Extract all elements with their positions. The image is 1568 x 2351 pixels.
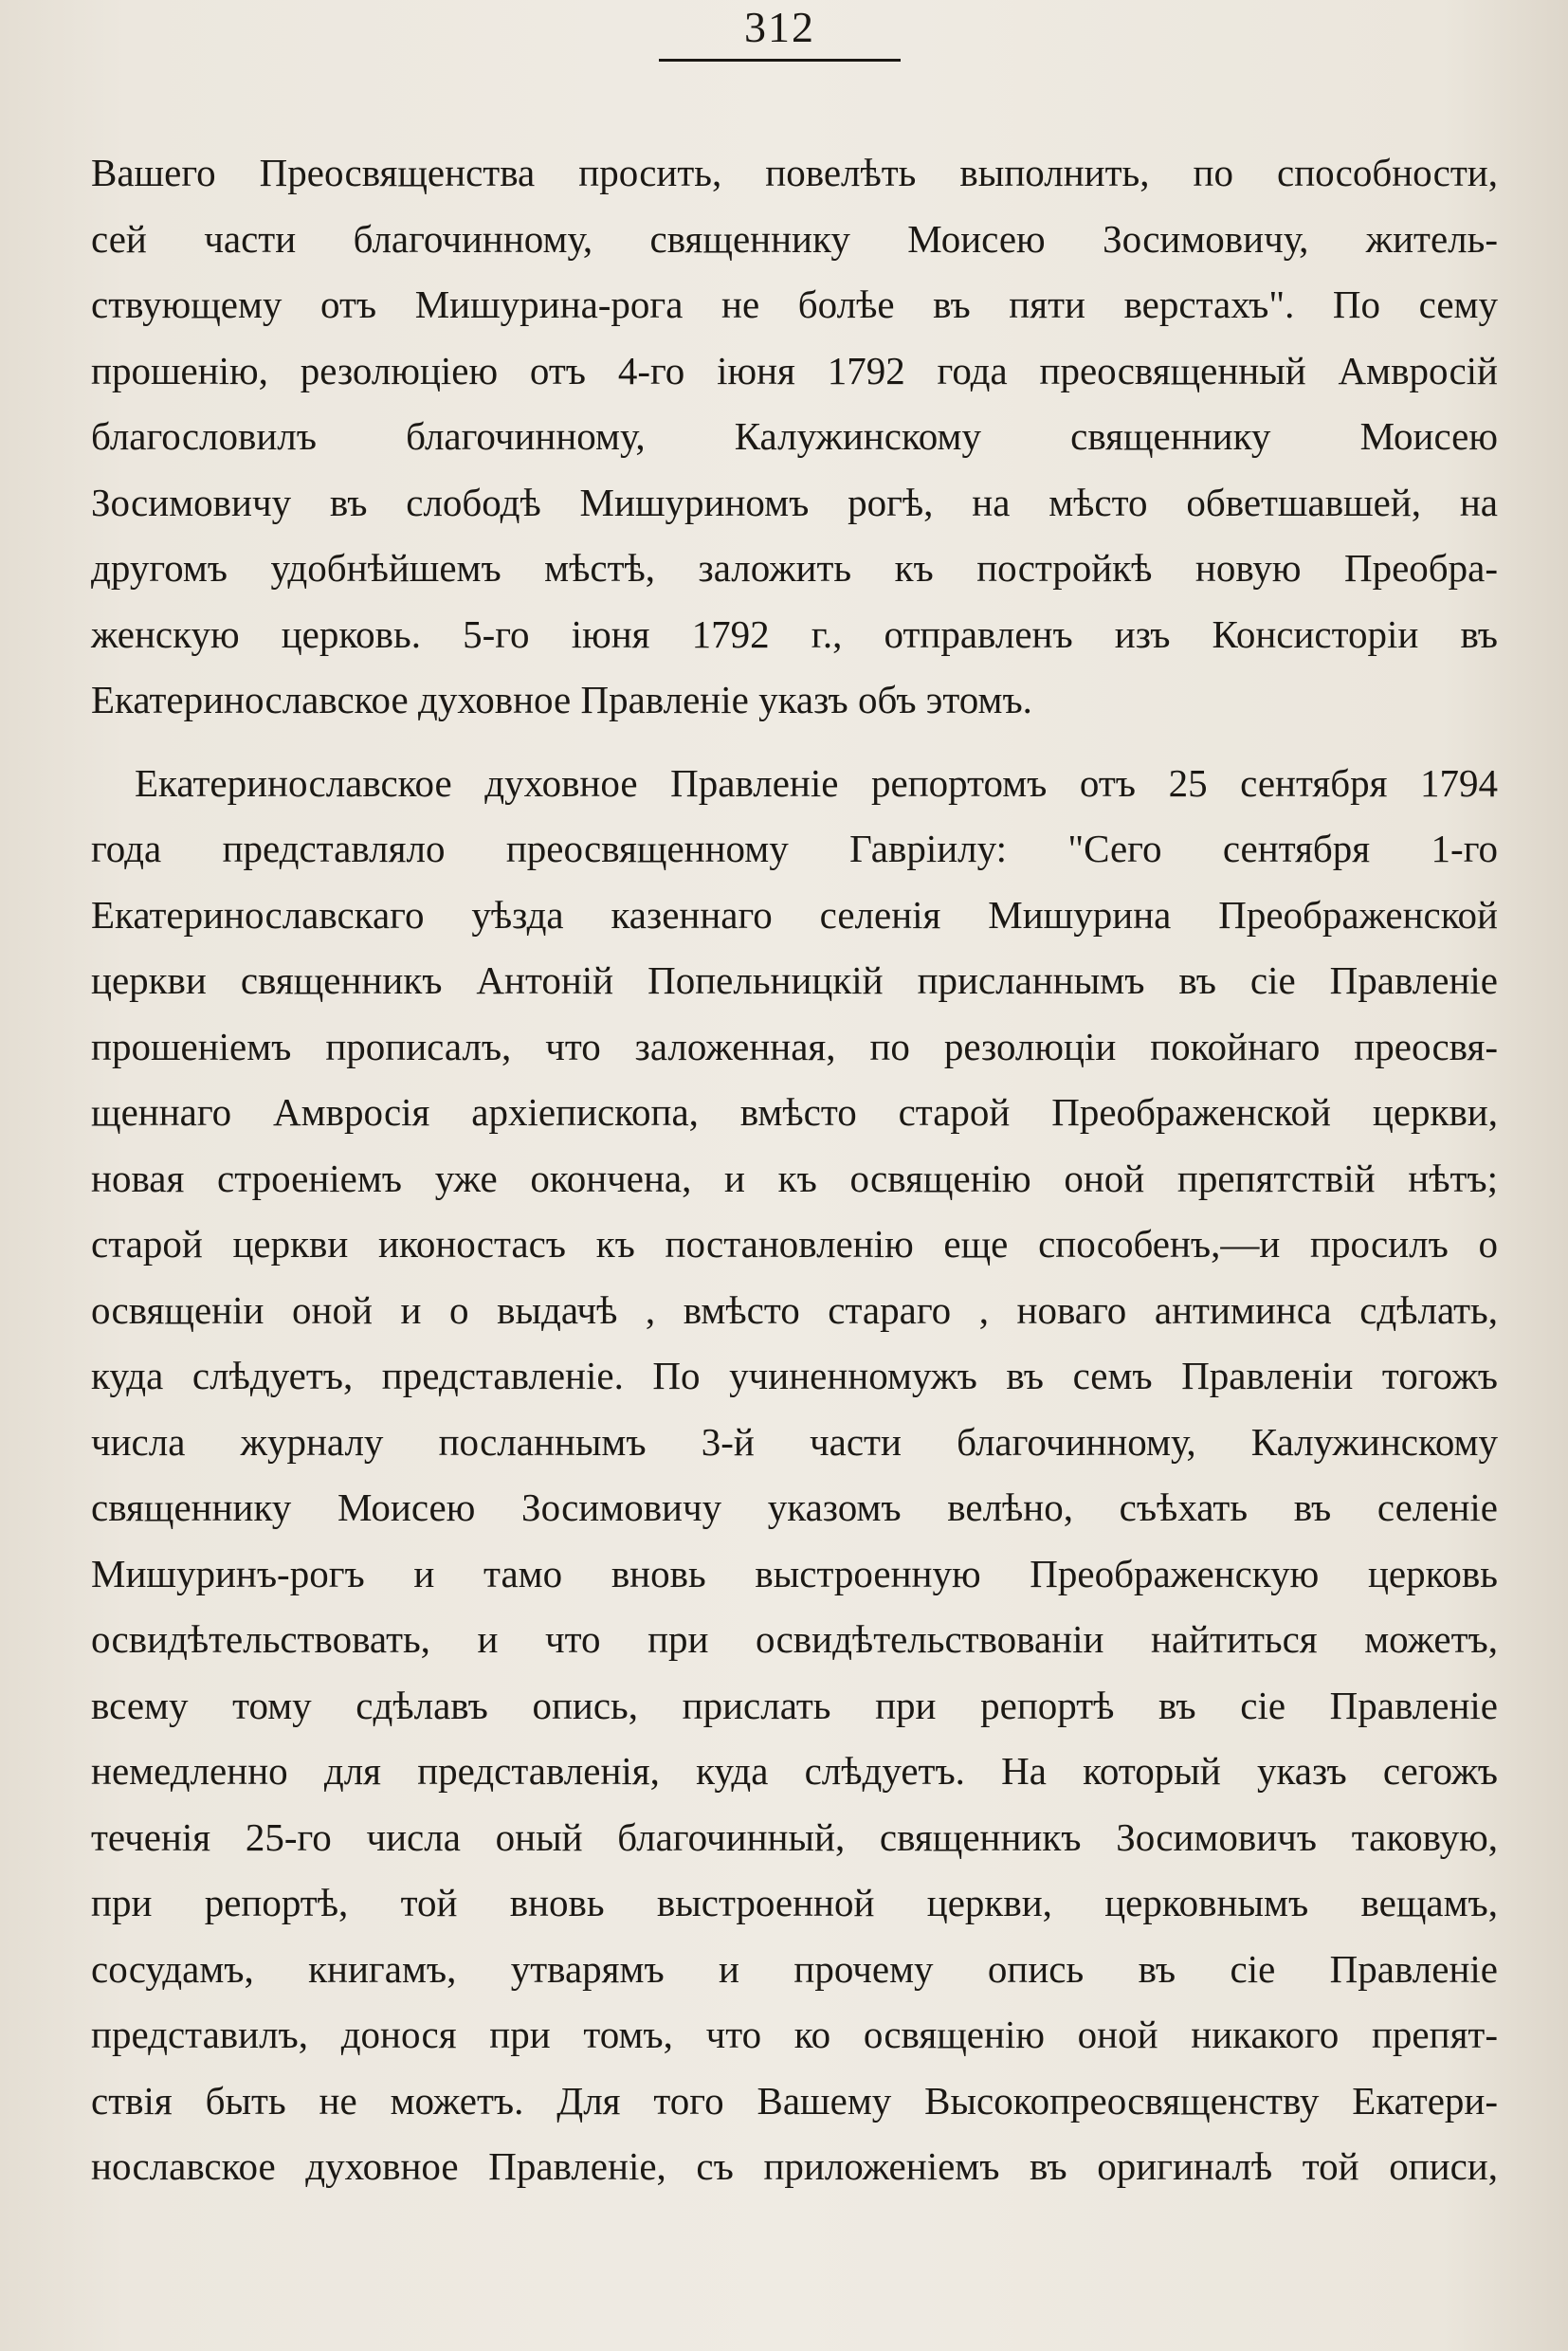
text-line: года представляло преосвященному Гавріилу: "Сего сентября 1-го <box>91 827 1498 870</box>
body-text <box>91 140 1498 2217</box>
text-line: женскую церковь. 5-го іюня 1792 г., отправленъ изъ Консисторіи въ <box>91 611 1498 656</box>
text-line: сосудамъ, книгамъ, утварямъ и прочему опись въ сіе Правленіе <box>91 1946 1498 1991</box>
text-line: куда слѣдуетъ, представленіе. По учиненномужъ въ семъ Правленіи тогожъ <box>91 1354 1498 1397</box>
text-line: церкви священникъ Антоній Попельницкій присланнымъ въ сіе Правленіе <box>91 958 1498 1002</box>
text-line: числа журналу посланнымъ 3-й части благочинному, Калужинскому <box>91 1419 1498 1464</box>
text-line: другомъ удобнѣйшемъ мѣстѣ, заложить къ постройкѣ новую Преобра- <box>91 546 1498 590</box>
text-line: старой церкви иконостасъ къ постановленію еще способенъ,—и просилъ о <box>91 1222 1498 1266</box>
text-line: нославское духовное Правленіе, съ приложеніемъ въ оригиналѣ той описи, <box>91 2144 1498 2188</box>
page-header <box>659 3 901 62</box>
text-line: сей части благочинному, священнику Моисею Зосимовичу, житель- <box>91 216 1498 261</box>
text-line: представилъ, донося при томъ, что ко освященію оной никакого препят- <box>91 2013 1498 2056</box>
text-line: Мишуринъ-рогъ и тамо вновь выстроенную Преображенскую церковь <box>91 1551 1498 1595</box>
text-line: немедленно для представленія, куда слѣдуетъ. На который указъ сегожъ <box>91 1749 1498 1793</box>
paragraph-2 <box>91 751 1498 2200</box>
text-line: при репортѣ, той вновь выстроенной церкви, церковнымъ вещамъ, <box>91 1881 1498 1924</box>
text-line: всему тому сдѣлавъ опись, прислать при репортѣ въ сіе Правленіе <box>91 1683 1498 1727</box>
text-line: щеннаго Амвросія архіепископа, вмѣсто старой Преображенской церкви, <box>91 1090 1498 1134</box>
text-line: ствія быть не можетъ. Для того Вашему Высокопреосвященству Екатери- <box>91 2078 1498 2123</box>
text-line: прошеніемъ прописалъ, что заложенная, по резолюціи покойнаго преосвя- <box>91 1024 1498 1068</box>
text-line: благословилъ благочинному, Калужинскому священнику Моисею <box>91 414 1498 458</box>
text-line: освященіи оной и о выдачѣ , вмѣсто стараго , новаго антиминса сдѣлать, <box>91 1287 1498 1332</box>
text-line: Екатеринославское духовное Правленіе указъ объ этомъ. <box>91 678 1032 721</box>
text-line: Екатеринославскаго уѣзда казеннаго селенія Мишурина Преображенской <box>91 892 1498 937</box>
page-number: 312 <box>744 3 815 51</box>
text-line: прошенію, резолюціею отъ 4-го іюня 1792 года преосвященный Амвросій <box>91 348 1498 392</box>
text-line: Екатеринославское духовное Правленіе репортомъ отъ 25 сентября 1794 <box>135 760 1498 805</box>
text-line: новая строеніемъ уже окончена, и къ освященію оной препятствій нѣтъ; <box>91 1156 1498 1200</box>
text-line: священнику Моисею Зосимовичу указомъ велѣно, съѣхать въ селеніе <box>91 1485 1498 1529</box>
page-number-underline <box>659 59 901 62</box>
text-line: теченія 25-го числа оный благочинный, священникъ Зосимовичъ таковую, <box>91 1814 1498 1859</box>
text-line: Вашего Преосвященства просить, повелѣть выполнить, по способности, <box>91 151 1498 194</box>
text-line: Зосимовичу въ слободѣ Мишуриномъ рогѣ, на мѣсто обветшавшей, на <box>91 480 1498 524</box>
paragraph-1 <box>91 140 1498 734</box>
text-line: освидѣтельствовать, и что при освидѣтельствованіи найтиться можетъ, <box>91 1617 1498 1661</box>
text-line: ствующему отъ Мишурина-рога не болѣе въ пяти верстахъ". По сему <box>91 282 1498 326</box>
